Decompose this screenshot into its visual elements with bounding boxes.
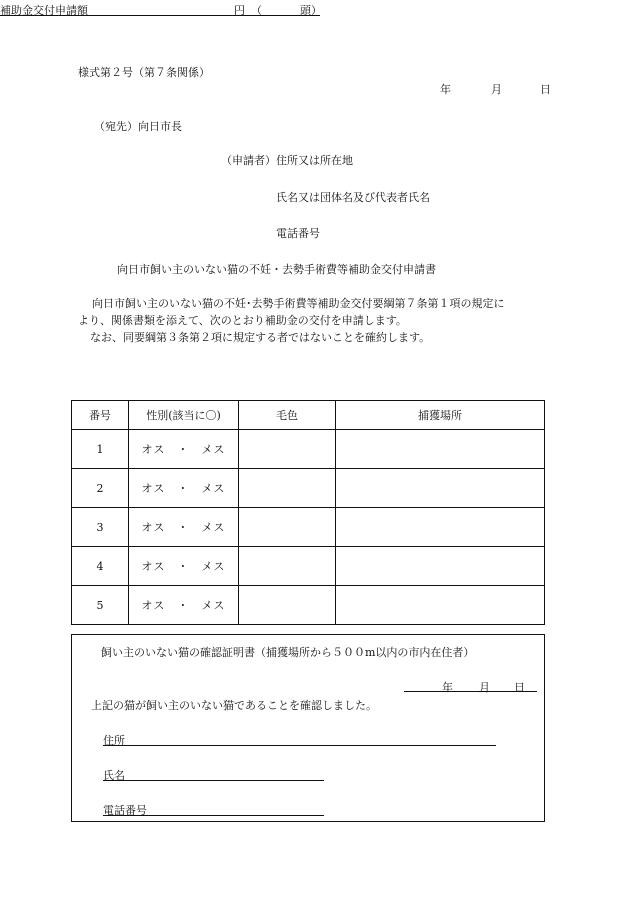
table-row [72,430,545,469]
sex-choice[interactable]: オス ・ メス [129,547,239,586]
certifier-address-label: 住所 [103,734,125,747]
applicant-label: （申請者） [221,154,276,167]
body-paragraph-1-line-2: より、関係書類を添えて、次のとおり補助金の交付を申請します。 [78,314,407,327]
color-cell[interactable] [239,469,336,508]
header-sex: 性別(該当に〇) [129,401,239,430]
certificate-confirm-text: 上記の猫が飼い主のいない猫であることを確認しました。 [91,699,377,712]
certifier-phone-field[interactable] [103,802,324,816]
applicant-phone-field[interactable]: 電話番号 [276,227,320,240]
applicant-address-field[interactable]: 住所又は所在地 [276,154,353,167]
amount-heads-open: （ [251,4,262,17]
sex-choice[interactable]: オス ・ メス [129,586,239,625]
certifier-name-label: 氏名 [103,769,125,782]
color-cell[interactable] [239,586,336,625]
body-paragraph-2: なお、同要綱第３条第２項に規定する者ではないことを確約します。 [90,331,431,344]
certificate-title: 飼い主のいない猫の確認証明書（捕獲場所から５００m以内の市内在住者） [101,646,475,659]
amount-field[interactable] [0,0,320,16]
amount-heads-unit: 頭） [300,4,322,17]
header-place: 捕獲場所 [336,401,545,430]
place-cell[interactable] [336,430,545,469]
sex-choice[interactable]: オス ・ メス [129,430,239,469]
table-row [72,547,545,586]
applicant-name-field[interactable]: 氏名又は団体名及び代表者氏名 [276,191,430,204]
row-number: 5 [72,586,129,625]
table-row [72,469,545,508]
addressee: （宛先）向日市長 [94,120,182,133]
amount-label: 補助金交付申請額 [0,4,88,17]
header-number: 番号 [72,401,129,430]
certificate-box [71,634,545,822]
certifier-address-field[interactable] [103,732,496,746]
certifier-name-field[interactable] [103,767,324,781]
sex-choice[interactable]: オス ・ メス [129,508,239,547]
certificate-date-field[interactable] [404,678,537,692]
place-cell[interactable] [336,508,545,547]
header-color: 毛色 [239,401,336,430]
table-row [72,586,545,625]
color-cell[interactable] [239,430,336,469]
cert-date-day: 日 [514,681,525,694]
amount-yen-unit: 円 [234,4,245,17]
row-number: 2 [72,469,129,508]
table-header-row [72,401,545,430]
date-year-label: 年 [440,83,451,96]
color-cell[interactable] [239,547,336,586]
body-paragraph-1-line-1: 向日市飼い主のいない猫の不妊･去勢手術費等補助金交付要綱第７条第１項の規定に [92,297,505,310]
date-month-label: 月 [491,83,502,96]
certifier-phone-label: 電話番号 [103,804,147,817]
row-number: 3 [72,508,129,547]
place-cell[interactable] [336,586,545,625]
document-title: 向日市飼い主のいない猫の不妊・去勢手術費等補助金交付申請書 [117,263,436,276]
date-day-label: 日 [540,83,551,96]
place-cell[interactable] [336,469,545,508]
row-number: 4 [72,547,129,586]
sex-choice[interactable]: オス ・ メス [129,469,239,508]
color-cell[interactable] [239,508,336,547]
cert-date-month: 月 [479,681,490,694]
cat-table [71,400,545,625]
cert-date-year: 年 [442,681,453,694]
place-cell[interactable] [336,547,545,586]
row-number: 1 [72,430,129,469]
form-number: 様式第２号（第７条関係） [78,66,210,79]
table-row [72,508,545,547]
